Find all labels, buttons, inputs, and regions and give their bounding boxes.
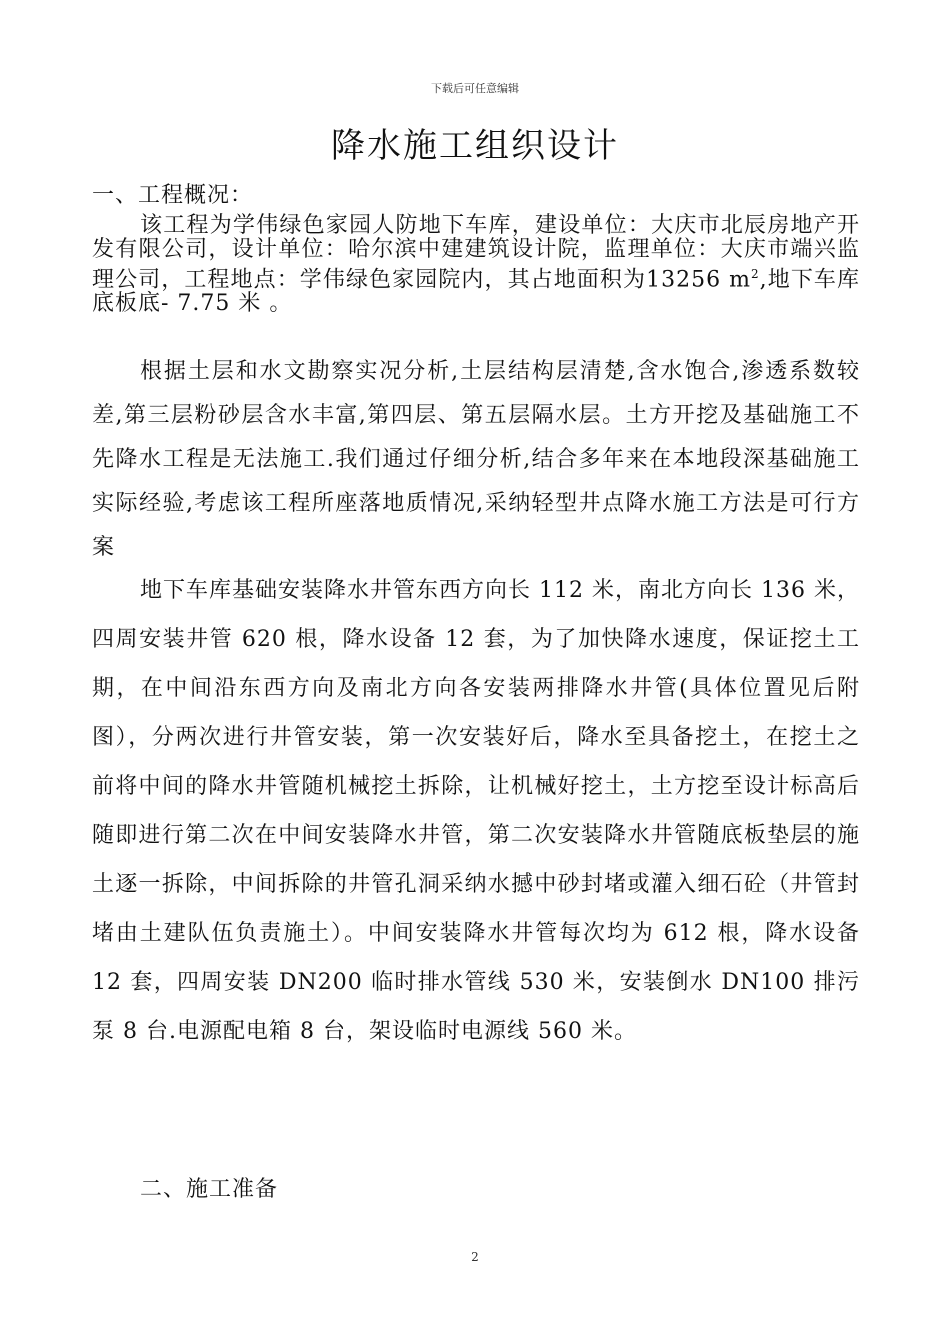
document-title: 降水施工组织设计 xyxy=(331,126,619,166)
section-heading-preparation: 二、施工准备 xyxy=(140,1177,279,1202)
area-unit-superscript: 2 xyxy=(751,267,760,281)
paragraph-project-info-text: 该工程为学伟绿色家园人防地下车库，建设单位：大庆市北辰房地产开发有限公司，设计单位：哈尔滨中建建筑设计院，监理单位：大庆市端兴监理公司，工程地点：学伟绿色家园院内，其占地面积为13256 m xyxy=(92,213,860,293)
page-number: 2 xyxy=(471,1250,479,1264)
section-heading-overview: 一、工程概况： xyxy=(92,183,254,208)
paragraph-dewatering-scope: 地下车库基础安装降水井管东西方向长 112 米，南北方向长 136 米，四周安装井管 620 根，降水设备 12 套，为了加快降水速度，保证挖土工期，在中间沿东西方向及南北方向各安装两排降水井管(具体位置见后附图），分两次进行井管安装，第一次安装好后，降水至具备挖土，在挖土之前将中间的降水井管随机械挖土拆除，让机械好挖土，土方挖至设计标高后随即进行第二次在中间安装降水井管，第二次安装降水井管随底板垫层的施土逐一拆除，中间拆除的井管孔洞采纳水撼中砂封堵或灌入细石砼（井管封堵由土建队伍负责施土）。中间安装降水井管每次均为 612 根，降水设备 12 套，四周安装 DN200 临时排水管线 530 米，安装倒水 DN100 排污泵 8 台.电源配电箱 8 台，架设临时电源线 560 米。 xyxy=(92,578,860,1044)
paragraph-project-info-tail: ,地下车库底板底- 7.75 米 。 xyxy=(92,267,860,317)
paragraph-geology-analysis: 根据土层和水文勘察实况分析,土层结构层清楚,含水饱合,渗透系数较差,第三层粉砂层含水丰富,第四层、第五层隔水层。土方开挖及基础施工不先降水工程是无法施工.我们通过仔细分析,结合多年来在本地段深基础施工实际经验,考虑该工程所座落地质情况,采纳轻型井点降水施工方法是可行方案 xyxy=(92,359,860,560)
paragraph-project-info xyxy=(92,214,860,316)
header-note: 下载后可任意编辑 xyxy=(431,82,519,95)
